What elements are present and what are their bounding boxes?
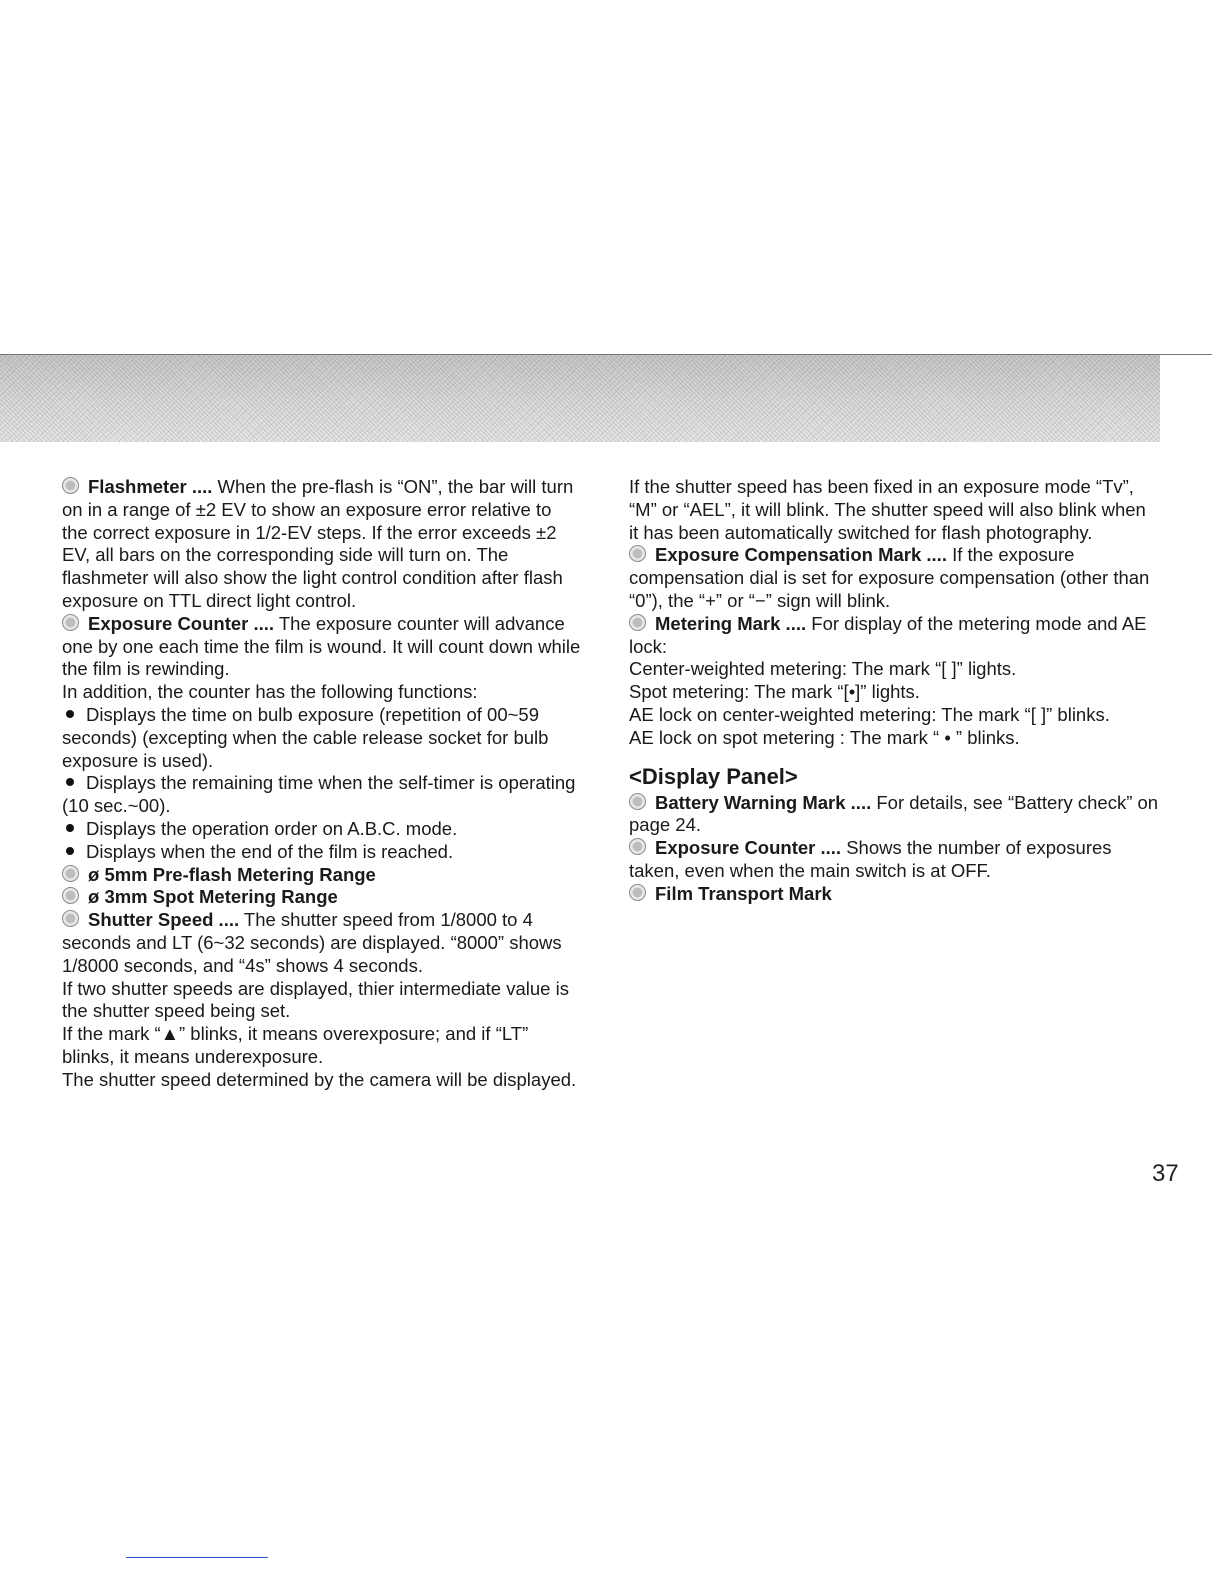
numbered-item <box>629 883 1159 906</box>
circled-number-icon <box>629 838 646 855</box>
bullet-icon <box>66 778 74 786</box>
item-text: The shutter speed from 1/8000 to 4 seconds and LT (6~32 seconds) are displayed. “8000” shows 1/8000 seconds, and “4s” shows 4 seconds. <box>62 909 562 976</box>
bullet-item <box>62 818 582 841</box>
item-text: For details, see “Battery check” on page 24. <box>629 791 1159 836</box>
circled-number-icon <box>629 614 646 631</box>
bullet-item <box>62 704 582 772</box>
item-title: Film Transport Mark <box>655 882 832 904</box>
item-title: Flashmeter .... <box>88 476 213 497</box>
bullet-icon <box>66 847 74 855</box>
header-rule <box>0 354 1212 355</box>
paragraph: If the mark “▲” blinks, it means overexposure; and if “LT” blinks, it means underexposure. <box>62 1023 529 1067</box>
item-title: Metering Mark .... <box>655 612 807 634</box>
paragraph: Center-weighted metering: The mark “[ ]” lights. <box>629 658 1017 680</box>
bullet-item <box>62 772 582 818</box>
numbered-item <box>62 613 582 681</box>
circled-number-icon <box>62 614 79 631</box>
paragraph: AE lock on center-weighted metering: The mark “[ ]” blinks. <box>629 703 1110 725</box>
item-title: Exposure Counter .... <box>88 612 275 634</box>
item-title: ø 3mm Spot Metering Range <box>88 886 338 908</box>
item-text: For display of the metering mode and AE lock: <box>629 612 1147 657</box>
item-title: Exposure Compensation Mark .... <box>655 544 947 566</box>
item-text: When the pre-flash is “ON”, the bar will turn on in a range of ±2 EV to show an exposure error relative to the correct exposure in 1/2-EV steps. If the error exceeds ±2 EV, all bars on the corresponding side will turn on. The flashmeter will also show the light control condition after flash exposure on TTL direct light control. <box>62 476 574 611</box>
circled-number-icon <box>62 477 79 494</box>
numbered-item <box>62 864 582 887</box>
paragraph: In addition, the counter has the following functions: <box>62 681 478 703</box>
paragraph: The shutter speed determined by the camera will be displayed. <box>62 1068 577 1090</box>
circled-number-icon <box>62 865 79 882</box>
item-title: Shutter Speed .... <box>88 909 240 931</box>
circled-number-icon <box>629 884 646 901</box>
paragraph: If two shutter speeds are displayed, thier intermediate value is the shutter speed being set. <box>62 977 569 1022</box>
right-column <box>629 476 1159 906</box>
circled-number-icon <box>62 910 79 927</box>
bullet-item <box>62 841 582 864</box>
item-title: Battery Warning Mark .... <box>655 791 872 813</box>
bullet-text: Displays the time on bulb exposure (repetition of 00~59 seconds) (excepting when the cable release socket for bulb exposure is used). <box>62 703 549 771</box>
circled-number-icon <box>629 793 646 810</box>
paragraph: AE lock on spot metering : The mark “ • ” blinks. <box>629 726 1020 748</box>
item-text: The exposure counter will advance one by one each time the film is wound. It will count down while the film is rewinding. <box>62 612 581 680</box>
circled-number-icon <box>629 545 646 562</box>
item-title: ø 5mm Pre-flash Metering Range <box>88 863 376 885</box>
header-band <box>0 354 1160 442</box>
paragraph: If the shutter speed has been fixed in an exposure mode “Tv”, “M” or “AEL”, it will blink. The shutter speed will also blink when it has been automatically switched for flash photography. <box>629 476 1146 543</box>
bullet-icon <box>66 824 74 832</box>
bullet-text: Displays the remaining time when the self-timer is operating (10 sec.~00). <box>62 772 576 817</box>
paragraph: Spot metering: The mark “[•]” lights. <box>629 681 920 703</box>
bullet-text: Displays when the end of the film is reached. <box>86 840 454 862</box>
numbered-item <box>629 613 1159 659</box>
section-heading: <Display Panel> <box>629 763 798 789</box>
numbered-item <box>62 909 582 977</box>
page-number: 37 <box>1152 1160 1179 1187</box>
numbered-item <box>629 837 1159 883</box>
circled-number-icon <box>62 887 79 904</box>
numbered-item <box>629 544 1159 612</box>
bullet-text: Displays the operation order on A.B.C. mode. <box>86 817 458 839</box>
numbered-item <box>629 792 1159 838</box>
footer-rule <box>126 1557 268 1558</box>
item-title: Exposure Counter .... <box>655 837 842 859</box>
left-column <box>62 476 582 1092</box>
numbered-item <box>62 476 582 613</box>
bullet-icon <box>66 710 74 718</box>
item-text: If the exposure compensation dial is set for exposure compensation (other than “0”), the “+” or “−” sign will blink. <box>629 544 1150 611</box>
item-text: Shows the number of exposures taken, even when the main switch is at OFF. <box>629 837 1112 881</box>
numbered-item <box>62 886 582 909</box>
